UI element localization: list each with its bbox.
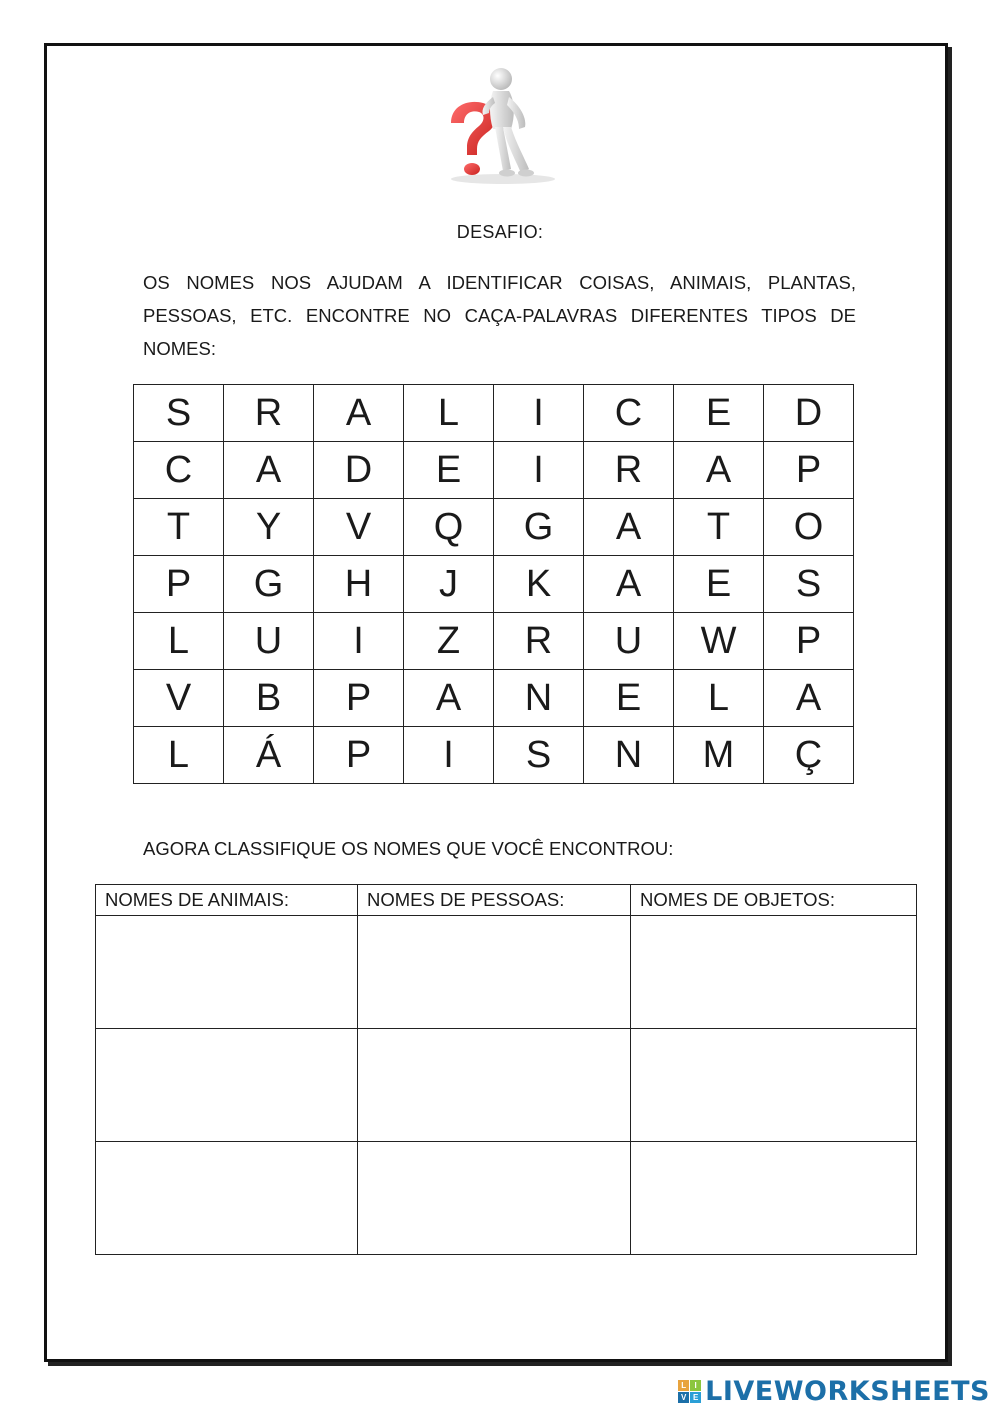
classify-prompt: AGORA CLASSIFIQUE OS NOMES QUE VOCÊ ENCONTROU: (143, 838, 674, 859)
word-search-cell[interactable]: E (584, 670, 674, 727)
header-animal-names: NOMES DE ANIMAIS: (96, 885, 358, 916)
answer-row (96, 1142, 917, 1255)
word-search-cell[interactable]: I (404, 727, 494, 784)
word-search-cell[interactable]: V (314, 499, 404, 556)
word-search-row (134, 670, 854, 727)
answer-cell-animal[interactable] (96, 916, 358, 1029)
liveworksheets-logo[interactable] (678, 1376, 990, 1407)
word-search-cell[interactable]: P (314, 727, 404, 784)
word-search-cell[interactable]: I (314, 613, 404, 670)
worksheet-title: DESAFIO: (456, 222, 544, 242)
answer-cell-object[interactable] (631, 1142, 917, 1255)
word-search-cell[interactable]: I (494, 442, 584, 499)
logo-letter: V (678, 1392, 689, 1403)
word-search-cell[interactable]: D (764, 385, 854, 442)
word-search-cell[interactable]: U (224, 613, 314, 670)
word-search-cell[interactable]: C (134, 442, 224, 499)
word-search-cell[interactable]: Y (224, 499, 314, 556)
word-search-cell[interactable]: E (674, 556, 764, 613)
logo-letter: E (690, 1392, 701, 1403)
answer-cell-person[interactable] (358, 1142, 631, 1255)
answer-row (96, 916, 917, 1029)
answer-cell-animal[interactable] (96, 1029, 358, 1142)
word-search-cell[interactable]: H (314, 556, 404, 613)
word-search-cell[interactable]: I (494, 385, 584, 442)
word-search-cell[interactable]: P (764, 613, 854, 670)
word-search-cell[interactable]: Z (404, 613, 494, 670)
word-search-cell[interactable]: E (404, 442, 494, 499)
logo-letter: I (690, 1380, 701, 1391)
word-search-row (134, 385, 854, 442)
liveworksheets-brand-text: LIVEWORKSHEETS (705, 1376, 990, 1407)
word-search-cell[interactable]: B (224, 670, 314, 727)
worksheet-instructions: OS NOMES NOS AJUDAM A IDENTIFICAR COISAS, ANIMAIS, PLANTAS, PESSOAS, ETC. ENCONTRE NO CAÇA-PALAVRAS DIFERENTES TIPOS DE NOMES: (143, 272, 856, 359)
word-search-cell[interactable]: P (314, 670, 404, 727)
word-search-row (134, 499, 854, 556)
word-search-cell[interactable]: W (674, 613, 764, 670)
word-search-cell[interactable]: A (584, 499, 674, 556)
word-search-cell[interactable]: Á (224, 727, 314, 784)
answer-table (95, 884, 917, 1255)
header-person-names: NOMES DE PESSOAS: (358, 885, 631, 916)
word-search-cell[interactable]: D (314, 442, 404, 499)
word-search-cell[interactable]: E (674, 385, 764, 442)
word-search-cell[interactable]: L (404, 385, 494, 442)
word-search-row (134, 727, 854, 784)
answer-cell-person[interactable] (358, 916, 631, 1029)
word-search-cell[interactable]: Q (404, 499, 494, 556)
word-search-cell[interactable]: A (314, 385, 404, 442)
word-search-cell[interactable]: L (134, 727, 224, 784)
word-search-cell[interactable]: C (584, 385, 674, 442)
word-search-cell[interactable]: K (494, 556, 584, 613)
word-search-cell[interactable]: L (134, 613, 224, 670)
word-search-cell[interactable]: N (494, 670, 584, 727)
word-search-cell[interactable]: A (584, 556, 674, 613)
word-search-cell[interactable]: S (134, 385, 224, 442)
answer-row (96, 1029, 917, 1142)
answer-cell-object[interactable] (631, 1029, 917, 1142)
word-search-cell[interactable]: R (224, 385, 314, 442)
liveworksheets-logo-icon (678, 1380, 701, 1403)
word-search-row (134, 613, 854, 670)
word-search-row (134, 556, 854, 613)
word-search-cell[interactable]: U (584, 613, 674, 670)
word-search-cell[interactable]: R (494, 613, 584, 670)
word-search-cell[interactable]: J (404, 556, 494, 613)
answer-cell-object[interactable] (631, 916, 917, 1029)
word-search-cell[interactable]: V (134, 670, 224, 727)
logo-letter: L (678, 1380, 689, 1391)
word-search-cell[interactable]: R (584, 442, 674, 499)
word-search-row (134, 442, 854, 499)
word-search-cell[interactable]: L (674, 670, 764, 727)
word-search-cell[interactable]: A (404, 670, 494, 727)
word-search-cell[interactable]: S (764, 556, 854, 613)
word-search-cell[interactable]: G (224, 556, 314, 613)
answer-cell-animal[interactable] (96, 1142, 358, 1255)
word-search-cell[interactable]: P (134, 556, 224, 613)
word-search-cell[interactable]: A (224, 442, 314, 499)
word-search-cell[interactable]: M (674, 727, 764, 784)
word-search-cell[interactable]: N (584, 727, 674, 784)
answer-cell-person[interactable] (358, 1029, 631, 1142)
answer-table-header-row (96, 885, 917, 916)
word-search-cell[interactable]: A (674, 442, 764, 499)
word-search-cell[interactable]: P (764, 442, 854, 499)
question-mark-figure-icon (437, 65, 559, 185)
word-search-grid (133, 384, 854, 784)
header-object-names: NOMES DE OBJETOS: (631, 885, 917, 916)
word-search-cell[interactable]: T (674, 499, 764, 556)
word-search-cell[interactable]: G (494, 499, 584, 556)
word-search-cell[interactable]: Ç (764, 727, 854, 784)
word-search-cell[interactable]: O (764, 499, 854, 556)
word-search-cell[interactable]: T (134, 499, 224, 556)
word-search-cell[interactable]: A (764, 670, 854, 727)
word-search-cell[interactable]: S (494, 727, 584, 784)
